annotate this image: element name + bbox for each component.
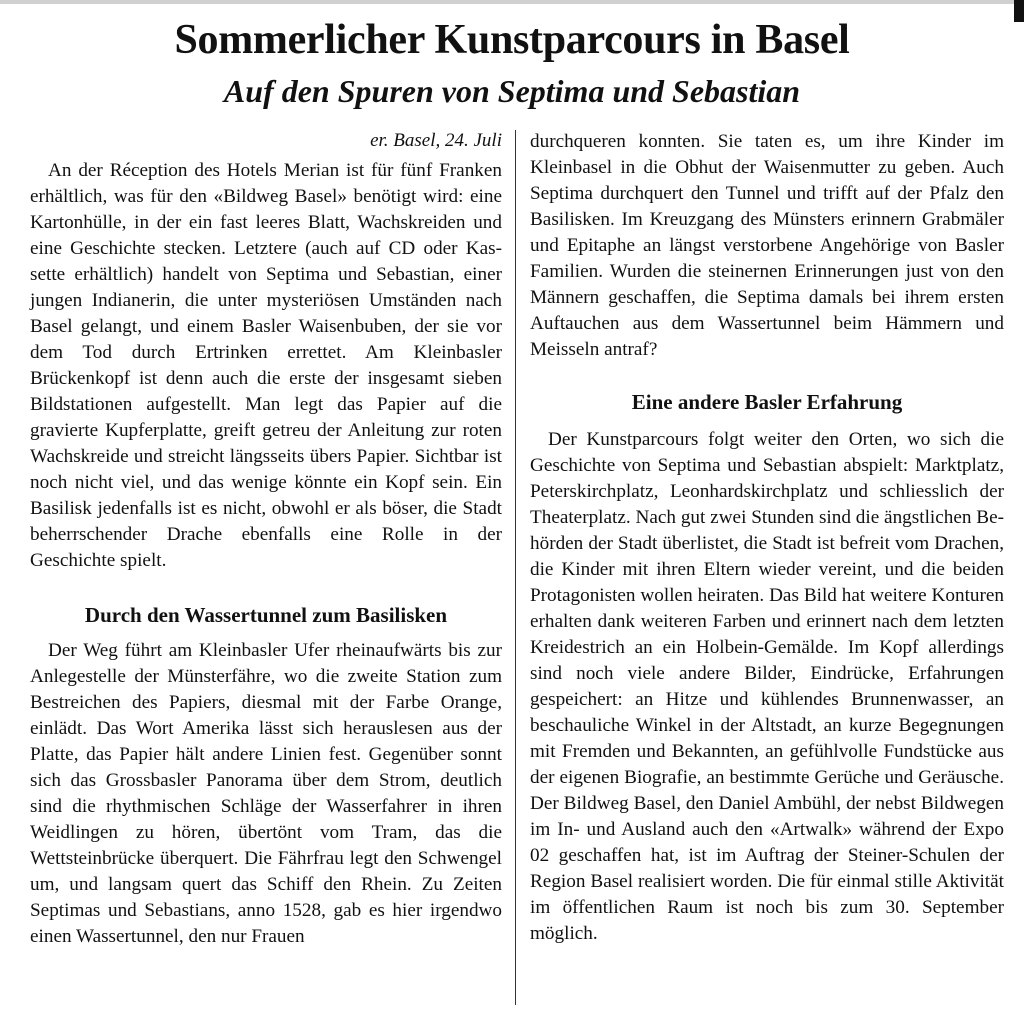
left-paragraph-2: Der Weg führt am Kleinbasler Ufer rheinaufwärts bis zur Anlegestelle der Münsterfähre, wo die zweite Station zum Bestreichen des Papiers, diesmal mit der Farbe Orange, einlädt. Das Wort Amerika lässt sich herauslesen aus der Platte, das Papier hält andere Linien fest. Gegenüber sonnt sich das Grossbasler Panorama über dem Strom, deutlich sind die rhythmischen Schläge der Wasserfahrer in ihren Weidlingen zu hören, übertönt vom Tram, das die Wettsteinbrücke überquert. Die Fährfrau legt den Schwengel um, und langsam quert das Schiff den Rhein. Zu Zeiten Septimas und Sebastians, anno 1528, gab es hier irgendwo einen Wassertunnel, den nur Frauen (30, 640, 502, 947)
dateline: er. Basel, 24. Juli (370, 130, 502, 151)
left-column (30, 128, 502, 950)
section-heading-1: Durch den Wassertunnel zum Basilisken (84, 603, 448, 627)
top-rule (0, 0, 1024, 4)
right-column (530, 129, 1004, 947)
right-paragraph-2: Der Kunstparcours folgt weiter den Orten, wo sich die Geschichte von Septima und Sebastian abspielt: Marktplatz, Peterskirchplatz, Leonhardskirchplatz und schliesslich der Theaterplatz. Nach gut zwei Stunden sind die ängstlichen Behörden der Stadt überlistet, die Stadt ist befreit vom Drachen, die Kinder mit ihren Eltern wieder vereint, und die beiden Protagonisten wollen heiraten. Das Bild hat weitere Konturen erhalten dank weiteren Farben und erinnert nach dem letzten Kreidestrich an ein Holbein-Gemälde. Im Kopf allerdings sind noch viele andere Bilder, Eindrücke, Erfahrungen gespeichert: an Hitze und kühlendes Brunnenwasser, an beschauliche Winkel in der Altstadt, an kurze Begegnungen mit Fremden und Bekannten, an gefühlvolle Fundstücke aus der eigenen Biografie, an bestimmte Gerüche und Geräusche. Der Bildweg Basel, den Daniel Ambühl, der nebst Bildwegen im In- und Ausland auch den «Artwalk» während der Expo 02 geschaffen hat, ist im Auftrag der Steiner-Schulen der Region Basel realisiert worden. Die für einmal stille Aktivität im öffentlichen Raum ist noch bis zum 30. September möglich. (530, 429, 1004, 944)
left-paragraph-1: An der Réception des Hotels Merian ist für fünf Franken erhältlich, was für den «Bildweg Basel» benötigt wird: eine Kartonhülle, in der ein fast leeres Blatt, Wachskreiden und eine Geschichte stecken. Letztere (auch auf CD oder Kassette erhältlich) handelt von Septima und Sebastian, einer jungen Indianerin, die unter mysteriösen Umständen nach Basel gelangt, und einem Basler Waisenbuben, der sie vor dem Tod durch Ertrinken errettet. Am Kleinbasler Brückenkopf ist denn auch die erste der insgesamt sieben Bildstationen aufgestellt. Man legt das Papier auf die gravierte Kupferplatte, greift getreu der Anleitung zur roten Wachskreide und streicht längsseits übers Papier. Sichtbar ist noch nicht viel, und das wenige könnte ein Kopf sein. Ein Basilisk jedenfalls ist es nicht, obwohl er als böser, die Stadt beherrschender Drache ebenfalls eine Rolle in der Geschichte spielt. (30, 160, 502, 571)
column-divider (515, 130, 516, 1005)
section-heading-2: Eine andere Basler Erfahrung (631, 390, 903, 414)
article-headline: Sommerlicher Kunstparcours in Basel (174, 17, 850, 63)
right-paragraph-1: durchqueren konnten. Sie taten es, um ihre Kinder im Kleinbasel in die Obhut der Waisenmutter zu geben. Auch Septima durchquert den Tunnel und trifft auf der Pfalz den Basilisken. Im Kreuzgang des Münsters erinnern Grabmäler und Epitaphe an längst verstorbene Angehörige von Basler Familien. Wurden die steinernen Erinnerungen just von den Männern geschaffen, die Septima damals bei ihrem ersten Auftauchen aus dem Wassertunnel beim Hämmern und Meisseln antraf? (530, 131, 1004, 360)
article-subheadline: Auf den Spuren von Septima und Sebastian (223, 73, 801, 109)
